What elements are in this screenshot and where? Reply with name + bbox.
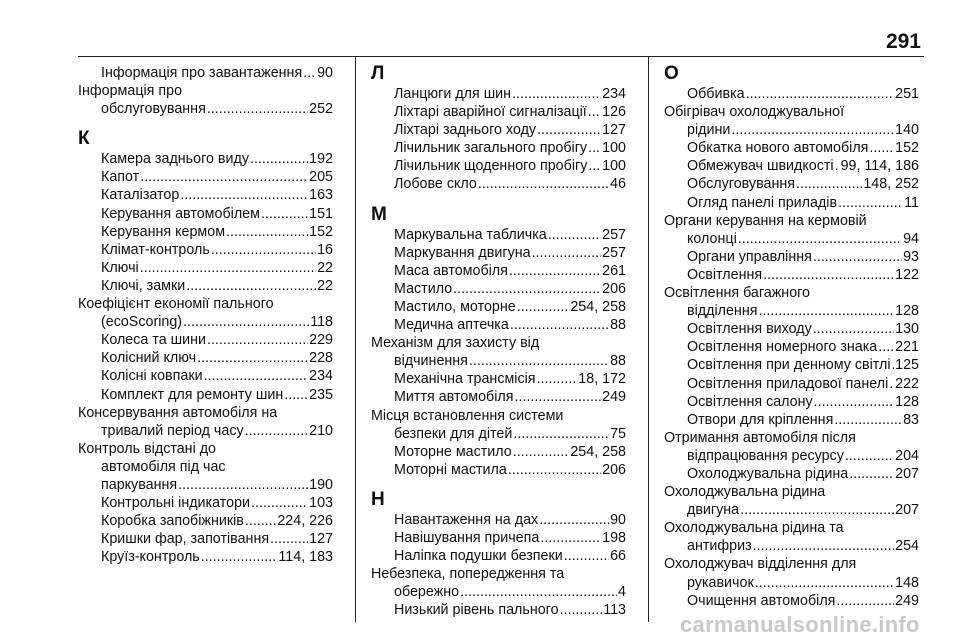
leader-dots bbox=[588, 103, 601, 121]
leader-dots bbox=[510, 316, 609, 334]
index-entry bbox=[78, 512, 333, 530]
index-entry bbox=[371, 262, 626, 280]
leader-dots bbox=[836, 592, 894, 610]
index-entry-pages: 221 bbox=[895, 339, 919, 356]
index-entry-term-continuation: відпрацювання ресурсу bbox=[687, 447, 844, 464]
index-entry bbox=[664, 411, 919, 429]
index-entry-term-continuation: тривалий період часу bbox=[101, 422, 244, 439]
index-entry-term: Низький рівень пального bbox=[394, 602, 559, 619]
index-entry-term: Мастило bbox=[394, 280, 453, 297]
leader-dots bbox=[532, 244, 602, 262]
index-entry bbox=[371, 280, 626, 298]
index-entry-pages: 148, 252 bbox=[863, 176, 919, 193]
index-entry-pages: 204 bbox=[895, 447, 919, 464]
index-entry-term: Охолоджувальна рідина bbox=[664, 484, 826, 501]
index-entry-term: Камера заднього виду bbox=[101, 151, 249, 168]
leader-dots bbox=[560, 601, 603, 619]
leader-dots bbox=[588, 157, 601, 175]
leader-dots bbox=[834, 411, 902, 429]
leader-dots bbox=[245, 512, 276, 530]
index-entry-term: Клімат-контроль bbox=[101, 241, 210, 258]
leader-dots bbox=[513, 443, 570, 461]
index-entry bbox=[78, 404, 333, 440]
index-entry-term: Ліхтарі заднього ходу bbox=[394, 122, 537, 139]
leader-dots bbox=[753, 537, 895, 555]
index-entry-term: Інформація про завантаження bbox=[101, 65, 303, 81]
index-entry bbox=[664, 592, 919, 610]
index-entry-term: Колісний ключ bbox=[101, 350, 197, 367]
index-entry-pages: 234 bbox=[602, 86, 626, 102]
index-letter-heading: Л bbox=[371, 63, 385, 84]
index-entry-pages: 16 bbox=[317, 241, 333, 258]
index-entry bbox=[78, 494, 333, 512]
index-entry bbox=[371, 85, 626, 103]
leader-dots bbox=[849, 465, 894, 483]
index-entry-term: Коефіцієнт економії пального bbox=[78, 296, 274, 313]
index-entry-pages: 210 bbox=[309, 422, 333, 439]
index-entry-pages: 251 bbox=[895, 86, 919, 102]
index-entry-pages: 122 bbox=[895, 266, 919, 283]
leader-dots bbox=[197, 349, 308, 367]
leader-dots bbox=[537, 370, 578, 388]
index-entry-term-continuation: рукавичок bbox=[687, 574, 754, 591]
watermark: carmanualsonline.info bbox=[680, 612, 920, 637]
index-entry bbox=[371, 244, 626, 262]
index-entry bbox=[664, 85, 919, 103]
index-entry-pages: 198 bbox=[602, 529, 626, 546]
index-entry bbox=[371, 565, 626, 601]
index-entry-term: Механізм для захисту від bbox=[371, 335, 540, 352]
leader-dots bbox=[250, 150, 308, 168]
index-entry bbox=[371, 316, 626, 334]
index-letter-heading: Н bbox=[371, 488, 385, 510]
index-entry-term: Круїз-контроль bbox=[101, 549, 200, 566]
index-entry-term: Освітлення номерного знака bbox=[687, 339, 878, 356]
index-entry-term: Ланцюги для шин bbox=[394, 86, 512, 102]
index-entry-term: Обмежувач швидкості bbox=[687, 158, 834, 175]
index-entry bbox=[371, 601, 626, 619]
index-entry-term: Лобове скло bbox=[394, 176, 477, 193]
index-entry-term-continuation: обережно bbox=[394, 584, 460, 601]
index-entry bbox=[78, 82, 333, 118]
leader-dots bbox=[740, 501, 894, 519]
index-entry-term-continuation: обслуговування bbox=[101, 101, 206, 118]
index-entry bbox=[664, 320, 919, 338]
index-entry-term: Капот bbox=[101, 169, 140, 186]
column-divider bbox=[355, 56, 356, 622]
index-entry bbox=[664, 194, 919, 212]
index-entry-pages: 252 bbox=[309, 101, 333, 118]
index-entry-term: Очищення автомобіля bbox=[687, 592, 836, 609]
index-entry-term: Маркувальна табличка bbox=[394, 226, 547, 243]
index-entry-term: Навішування причепа bbox=[394, 529, 540, 546]
index-entry-term: Контрольні індикатори bbox=[101, 495, 251, 512]
index-entry bbox=[371, 547, 626, 565]
leader-dots bbox=[763, 266, 894, 284]
index-entry-term-continuation: рідини bbox=[687, 122, 731, 139]
index-entry bbox=[371, 226, 626, 244]
leader-dots bbox=[515, 388, 602, 406]
index-entry-pages: 66 bbox=[610, 548, 626, 565]
index-entry bbox=[664, 519, 919, 555]
index-entry-pages: 254, 258 bbox=[570, 443, 626, 460]
leader-dots bbox=[838, 194, 903, 212]
index-entry-term: Освітлення при денному світлі bbox=[687, 357, 891, 374]
index-entry-term: Маса автомобіля bbox=[394, 262, 508, 279]
leader-dots bbox=[813, 320, 894, 338]
index-entry-term: Обкатка нового автомобіля bbox=[687, 140, 869, 157]
index-entry bbox=[664, 375, 919, 393]
index-entry-pages: 257 bbox=[602, 244, 626, 261]
index-entry-pages: 114, 183 bbox=[278, 549, 333, 566]
index-entry-pages: 207 bbox=[895, 465, 919, 482]
index-entry-pages: 163 bbox=[309, 187, 333, 204]
index-entry-term-continuation: колонці bbox=[687, 230, 737, 247]
index-entry-term: Моторне мастило bbox=[394, 443, 512, 460]
leader-dots bbox=[517, 298, 570, 316]
index-entry-pages: 222 bbox=[895, 375, 919, 392]
index-entry bbox=[664, 555, 919, 591]
index-entry-term: Освітлення виходу bbox=[687, 321, 812, 338]
index-entry-term-continuation: паркування bbox=[101, 476, 178, 493]
index-entry-term: Ключі, замки bbox=[101, 277, 186, 294]
index-entry-pages: 228 bbox=[309, 350, 333, 367]
index-entry-term-continuation: антифриз bbox=[687, 538, 752, 555]
index-entry bbox=[371, 407, 626, 443]
index-entry-term: Наліпка подушки безпеки bbox=[394, 548, 563, 565]
index-entry bbox=[371, 529, 626, 547]
index-entry bbox=[664, 356, 919, 374]
index-entry-pages: 103 bbox=[309, 495, 333, 512]
leader-dots bbox=[207, 331, 308, 349]
leader-dots bbox=[178, 476, 308, 494]
index-entry-pages: 99, 114, 186 bbox=[840, 158, 919, 175]
index-entry-pages: 254, 258 bbox=[570, 298, 626, 315]
index-entry-pages: 234 bbox=[309, 368, 333, 385]
index-entry-term: Моторні мастила bbox=[394, 461, 507, 478]
index-entry-term: Інформація про bbox=[78, 83, 183, 100]
index-entry-pages: 125 bbox=[895, 357, 919, 374]
index-entry-term: Оббивка bbox=[687, 86, 745, 102]
index-entry-pages: 207 bbox=[895, 502, 919, 519]
index-entry-term: Лічильник щоденного пробігу bbox=[394, 158, 588, 175]
index-entry-pages: 22 bbox=[317, 277, 333, 294]
index-entry-term-continuation: відчинення bbox=[394, 353, 468, 370]
leader-dots bbox=[508, 461, 601, 479]
index-entry-term: Охолоджувач відділення для bbox=[664, 556, 857, 573]
index-entry bbox=[371, 103, 626, 121]
index-entry-pages: 75 bbox=[610, 425, 626, 442]
leader-dots bbox=[251, 494, 308, 512]
index-entry bbox=[78, 295, 333, 331]
index-entry-pages: 90 bbox=[610, 511, 626, 528]
index-entry bbox=[664, 157, 919, 175]
header-rule bbox=[78, 56, 924, 57]
leader-dots bbox=[731, 121, 894, 139]
index-entry-term: Обігрівач охолоджувальної bbox=[664, 104, 845, 121]
index-entry bbox=[78, 440, 333, 494]
index-entry bbox=[371, 461, 626, 479]
index-entry bbox=[371, 443, 626, 461]
index-entry bbox=[78, 367, 333, 385]
index-entry-term: Місця встановлення системи bbox=[371, 407, 564, 424]
index-entry-term: Навантаження на дах bbox=[394, 511, 539, 528]
leader-dots bbox=[245, 422, 309, 440]
index-entry-term: Ключі bbox=[101, 259, 139, 276]
index-entry-term: Обслуговування bbox=[687, 176, 795, 193]
index-entry bbox=[78, 241, 333, 259]
index-entry-term: Освітлення багажного bbox=[664, 285, 810, 302]
index-entry bbox=[78, 349, 333, 367]
leader-dots bbox=[453, 280, 601, 298]
index-entry-term: Отримання автомобіля після bbox=[664, 429, 856, 446]
index-entry-pages: 261 bbox=[602, 262, 626, 279]
index-entry-pages: 130 bbox=[895, 321, 919, 338]
leader-dots bbox=[813, 248, 902, 266]
index-entry-pages: 127 bbox=[309, 531, 333, 548]
index-entry-pages: 254 bbox=[895, 538, 919, 555]
index-column-2 bbox=[371, 64, 626, 619]
leader-dots bbox=[755, 574, 894, 592]
index-entry-term: Огляд панелі приладів bbox=[687, 194, 838, 211]
index-entry-term: Колеса та шини bbox=[101, 332, 206, 349]
index-entry bbox=[371, 139, 626, 157]
index-entry bbox=[371, 334, 626, 370]
index-entry-pages: 148 bbox=[895, 574, 919, 591]
index-entry-pages: 152 bbox=[895, 140, 919, 157]
index-entry bbox=[664, 212, 919, 248]
leader-dots bbox=[548, 226, 601, 244]
index-entry bbox=[371, 370, 626, 388]
index-entry-term: Маркування двигуна bbox=[394, 244, 531, 261]
index-entry-pages: 113 bbox=[603, 602, 626, 619]
index-entry-term: Миття автомобіля bbox=[394, 389, 514, 406]
column-divider bbox=[648, 56, 649, 622]
leader-dots bbox=[140, 168, 308, 186]
index-entry-term: Комплект для ремонту шин bbox=[101, 386, 284, 403]
index-entry-term: Керування кермом bbox=[101, 223, 226, 240]
index-entry bbox=[664, 483, 919, 519]
index-entry-term-continuation: відділення bbox=[687, 303, 758, 320]
index-entry-term: Керування автомобілем bbox=[101, 205, 260, 222]
index-entry bbox=[664, 266, 919, 284]
leader-dots bbox=[892, 356, 895, 374]
leader-dots bbox=[270, 530, 308, 548]
index-entry bbox=[78, 548, 333, 566]
leader-dots bbox=[284, 386, 308, 404]
index-entry bbox=[371, 157, 626, 175]
index-entry-term: Органи керування на кермовій bbox=[664, 212, 867, 229]
index-entry-pages: 93 bbox=[903, 248, 919, 265]
index-entry bbox=[664, 429, 919, 465]
index-entry-term: Механічна трансмісія bbox=[394, 371, 536, 388]
leader-dots bbox=[537, 121, 601, 139]
index-entry-term: Освітлення приладової панелі bbox=[687, 375, 889, 392]
index-entry-term-continuation: автомобіля під час bbox=[101, 458, 226, 475]
leader-dots bbox=[869, 139, 894, 157]
index-entry bbox=[664, 284, 919, 320]
index-entry-pages: 235 bbox=[309, 386, 333, 403]
index-entry-term: Органи управління bbox=[687, 248, 812, 265]
index-entry bbox=[664, 248, 919, 266]
index-entry-pages: 152 bbox=[309, 223, 333, 240]
index-entry-pages: 83 bbox=[903, 411, 919, 428]
index-entry-term-continuation: безпеки для дітей bbox=[394, 425, 513, 442]
index-entry-term: Консервування автомобіля на bbox=[78, 404, 278, 421]
index-entry bbox=[371, 175, 626, 193]
leader-dots bbox=[204, 367, 309, 385]
index-entry bbox=[371, 121, 626, 139]
index-entry-term-continuation: двигуна bbox=[687, 502, 740, 519]
index-entry-pages: 22 bbox=[317, 259, 333, 276]
index-entry bbox=[664, 175, 919, 193]
index-entry-pages: 128 bbox=[895, 303, 919, 320]
index-entry-pages: 229 bbox=[309, 332, 333, 349]
leader-dots bbox=[226, 223, 308, 241]
index-entry bbox=[78, 64, 333, 82]
index-entry-pages: 126 bbox=[602, 104, 626, 121]
leader-dots bbox=[512, 85, 601, 103]
page-number: 291 bbox=[885, 30, 921, 53]
leader-dots bbox=[738, 230, 902, 248]
leader-dots bbox=[469, 352, 609, 370]
index-letter-heading: К bbox=[78, 128, 90, 150]
leader-dots bbox=[540, 529, 601, 547]
leader-dots bbox=[183, 313, 309, 331]
index-entry-term: Медична аптечка bbox=[394, 317, 509, 334]
leader-dots bbox=[835, 157, 840, 175]
index-entry bbox=[78, 168, 333, 186]
index-entry-pages: 128 bbox=[895, 393, 919, 410]
index-entry bbox=[371, 511, 626, 529]
index-column-1 bbox=[78, 64, 333, 566]
index-entry-pages: 140 bbox=[895, 122, 919, 139]
leader-dots bbox=[889, 375, 894, 393]
leader-dots bbox=[539, 511, 609, 529]
leader-dots bbox=[211, 241, 316, 259]
index-entry-pages: 88 bbox=[610, 317, 626, 334]
index-entry-term: Охолоджувальна рідина bbox=[687, 465, 849, 482]
index-entry-pages: 100 bbox=[602, 158, 626, 175]
index-entry bbox=[78, 530, 333, 548]
index-letter-heading: О bbox=[664, 63, 679, 84]
index-entry-pages: 249 bbox=[602, 389, 626, 406]
index-entry bbox=[78, 186, 333, 204]
index-entry bbox=[78, 277, 333, 295]
index-entry-pages: 90 bbox=[317, 65, 333, 81]
index-entry-pages: 151 bbox=[309, 205, 333, 222]
index-entry bbox=[664, 103, 919, 139]
leader-dots bbox=[261, 205, 308, 223]
index-entry-pages: 100 bbox=[602, 140, 626, 157]
leader-dots bbox=[201, 548, 278, 566]
leader-dots bbox=[814, 393, 894, 411]
leader-dots bbox=[796, 175, 862, 193]
index-entry-pages: 192 bbox=[309, 151, 333, 168]
index-entry-term: Освітлення салону bbox=[687, 393, 813, 410]
index-entry bbox=[664, 465, 919, 483]
index-entry-term: Небезпека, попередження та bbox=[371, 566, 565, 583]
leader-dots bbox=[845, 447, 894, 465]
index-entry-pages: 205 bbox=[309, 169, 333, 186]
index-entry-pages: 206 bbox=[602, 280, 626, 297]
leader-dots bbox=[509, 262, 601, 280]
index-entry-term: Мастило, моторне bbox=[394, 298, 516, 315]
index-entry-term: Лічильник загального пробігу bbox=[394, 140, 588, 157]
leader-dots bbox=[140, 259, 316, 277]
index-entry bbox=[78, 259, 333, 277]
leader-dots bbox=[207, 100, 308, 118]
index-entry-term-continuation: (ecoScoring) bbox=[101, 314, 183, 331]
index-entry-pages: 257 bbox=[602, 226, 626, 243]
leader-dots bbox=[478, 175, 609, 193]
leader-dots bbox=[303, 64, 316, 82]
index-entry-pages: 249 bbox=[895, 592, 919, 609]
index-entry bbox=[78, 386, 333, 404]
index-entry-term: Колісні ковпаки bbox=[101, 368, 203, 385]
index-entry-pages: 46 bbox=[610, 176, 626, 193]
index-entry-pages: 18, 172 bbox=[578, 371, 626, 388]
index-entry bbox=[371, 298, 626, 316]
index-column-3 bbox=[664, 64, 919, 610]
index-entry bbox=[78, 223, 333, 241]
leader-dots bbox=[180, 186, 308, 204]
index-entry bbox=[78, 205, 333, 223]
index-entry-term: Контроль відстані до bbox=[78, 440, 217, 457]
index-entry bbox=[664, 393, 919, 411]
index-entry-term: Кришки фар, запотівання bbox=[101, 531, 270, 548]
index-entry-term: Охолоджувальна рідина та bbox=[664, 520, 844, 537]
index-entry-term: Отвори для кріплення bbox=[687, 411, 834, 428]
index-letter-heading: М bbox=[371, 203, 387, 225]
index-entry-pages: 94 bbox=[903, 230, 919, 247]
index-entry-term: Освітлення bbox=[687, 266, 763, 283]
leader-dots bbox=[186, 277, 316, 295]
index-entry-pages: 11 bbox=[904, 194, 919, 211]
index-entry-pages: 127 bbox=[602, 122, 626, 139]
index-entry bbox=[371, 388, 626, 406]
index-entry bbox=[78, 150, 333, 168]
index-entry bbox=[664, 139, 919, 157]
leader-dots bbox=[513, 425, 609, 443]
index-entry-pages: 118 bbox=[310, 314, 333, 331]
index-entry-pages: 4 bbox=[618, 584, 626, 601]
leader-dots bbox=[588, 139, 601, 157]
index-entry-pages: 206 bbox=[602, 461, 626, 478]
leader-dots bbox=[758, 302, 894, 320]
index-entry-pages: 88 bbox=[610, 353, 626, 370]
index-entry-term: Коробка запобіжників bbox=[101, 513, 244, 530]
index-entry-pages: 224, 226 bbox=[277, 513, 333, 530]
leader-dots bbox=[564, 547, 609, 565]
index-entry-term: Ліхтарі аварійної сигналізації bbox=[394, 104, 587, 121]
leader-dots bbox=[460, 583, 617, 601]
leader-dots bbox=[878, 338, 894, 356]
index-entry bbox=[78, 331, 333, 349]
index-entry bbox=[664, 338, 919, 356]
index-entry-pages: 190 bbox=[309, 476, 333, 493]
leader-dots bbox=[746, 85, 895, 103]
index-entry-term: Каталізатор bbox=[101, 187, 180, 204]
